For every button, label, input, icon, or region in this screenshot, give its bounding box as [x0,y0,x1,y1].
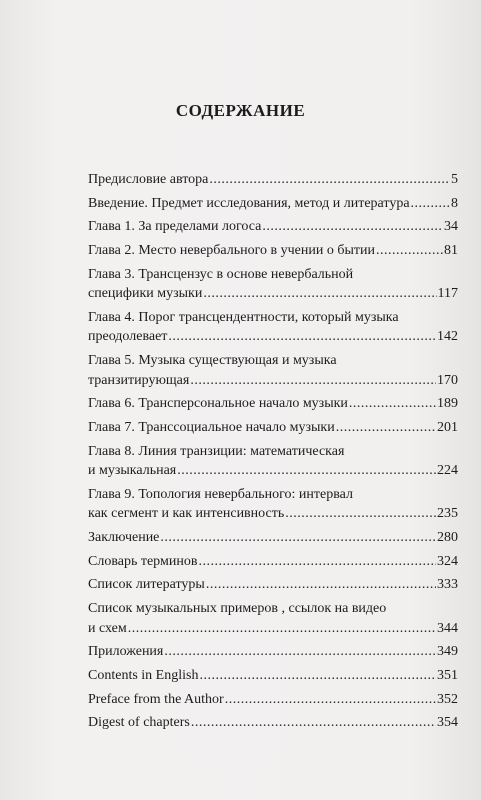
toc-entry [88,241,458,261]
toc-leader-dots [191,713,436,733]
toc-entry [88,690,458,710]
toc-page-number: 201 [437,420,458,435]
toc-entry [88,308,458,347]
toc-entry-title-line: Глава 8. Линия транзиции: математическая [88,443,345,459]
toc-entry-title-line: Заключение [88,530,160,546]
toc-leader-dots [128,619,436,639]
toc-entry-title-line: Digest of chapters [88,715,190,731]
toc-entry-last-line [88,713,458,733]
toc-page-number: 324 [437,553,458,569]
toc-entry [88,485,458,524]
toc-entry-title-line: специфики музыки [88,286,203,302]
toc-entry-last-line [88,194,458,214]
toc-page-number: 344 [437,620,458,636]
toc-entry-last-line [88,552,458,572]
toc-page-number: 224 [437,463,458,479]
toc-entry-last-line [88,241,458,261]
table-of-contents [88,170,458,737]
toc-entry-title-line: транзитирующая [88,372,190,388]
toc-entry-title-line: Глава 4. Порог трансцендентности, который музыка [88,309,399,325]
toc-entry-last-line [88,666,458,686]
toc-entry [88,713,458,733]
toc-entry-title-line: Глава 9. Топология невербального: интервал [88,486,353,502]
toc-entry-last-line [88,170,458,190]
toc-page-number: 189 [437,396,458,412]
toc-page-number: 8 [451,195,458,211]
toc-entry-title-line: как сегмент и как интенсивность [88,506,285,522]
toc-entry-last-line [88,575,458,595]
toc-page-number: 333 [437,577,458,593]
toc-page-number: 352 [437,691,458,707]
toc-entry-last-line [88,504,458,524]
toc-entry [88,394,458,414]
toc-entry-title-line: Глава 3. Трансцензус в основе невербальной [88,266,354,282]
toc-entry [88,599,458,638]
toc-entry [88,528,458,548]
page-title: СОДЕРЖАНИЕ [175,101,306,120]
toc-leader-dots [168,327,436,347]
toc-page-number: 354 [437,715,458,731]
toc-leader-dots [336,418,436,438]
toc-entry [88,265,458,304]
toc-leader-dots [199,666,436,686]
toc-entry-last-line [88,461,458,481]
toc-leader-dots [349,394,436,414]
toc-entry-title-line: и музыкальная [88,463,177,479]
toc-page-number: 349 [437,644,458,660]
toc-entry-last-line [88,327,458,347]
toc-entry [88,552,458,572]
toc-entry-title-line: Глава 5. Музыка существующая и музыка [88,353,337,369]
toc-leader-dots [164,642,436,662]
toc-leader-dots [177,461,436,481]
toc-page-number: 142 [437,329,458,345]
toc-entry-last-line [88,284,458,304]
toc-leader-dots [209,170,450,190]
toc-entry-title-line: Contents in English [88,668,199,683]
toc-entry-title-line: Приложения [88,644,164,660]
toc-entry-title-line: Словарь терминов [88,553,198,569]
toc-page-number: 34 [444,219,458,235]
toc-leader-dots [225,690,436,710]
toc-entry [88,642,458,662]
toc-leader-dots [203,284,436,304]
toc-entry [88,194,458,214]
toc-entry [88,666,458,686]
toc-entry-title-line: Глава 7. Транссоциальное начало музыки [88,420,335,435]
toc-entry [88,575,458,595]
toc-entry-title-line: Введение. Предмет исследования, метод и литература [88,195,410,211]
toc-entry-last-line [88,371,458,391]
toc-entry-title-line: и схем [88,620,127,636]
toc-entry-title-line: преодолевает [88,329,168,345]
toc-page-number: 351 [437,668,458,683]
toc-page-number: 170 [437,372,458,388]
toc-leader-dots [198,552,436,572]
toc-page-number: 5 [451,172,458,187]
toc-leader-dots [160,528,436,548]
toc-leader-dots [376,241,443,261]
toc-entry-title-line: Список музыкальных примеров , ссылок на видео [88,601,387,617]
toc-page-number: 81 [444,243,458,259]
toc-page-number: 117 [437,286,458,302]
toc-leader-dots [262,217,443,237]
toc-page-number: 235 [437,506,458,522]
toc-leader-dots [190,371,436,391]
toc-entry-title-line: Предисловие автора [88,172,209,187]
toc-entry [88,442,458,481]
toc-entry-last-line [88,690,458,710]
toc-leader-dots [411,194,450,214]
toc-entry-last-line [88,528,458,548]
toc-entry-last-line [88,619,458,639]
toc-entry-last-line [88,642,458,662]
toc-entry-title-line: Preface from the Author [88,691,224,707]
toc-entry-last-line [88,394,458,414]
toc-page-number: 280 [437,530,458,546]
toc-entry [88,170,458,190]
toc-entry [88,418,458,438]
toc-entry-last-line [88,217,458,237]
toc-entry-title-line: Глава 1. За пределами логоса [88,219,262,235]
toc-leader-dots [285,504,436,524]
toc-entry-title-line: Глава 2. Место невербального в учении о бытии [88,243,375,259]
toc-entry-title-line: Список литературы [88,577,205,593]
toc-entry-title-line: Глава 6. Трансперсональное начало музыки [88,396,348,412]
toc-leader-dots [206,575,436,595]
toc-entry [88,217,458,237]
toc-entry-last-line [88,418,458,438]
toc-entry [88,351,458,390]
